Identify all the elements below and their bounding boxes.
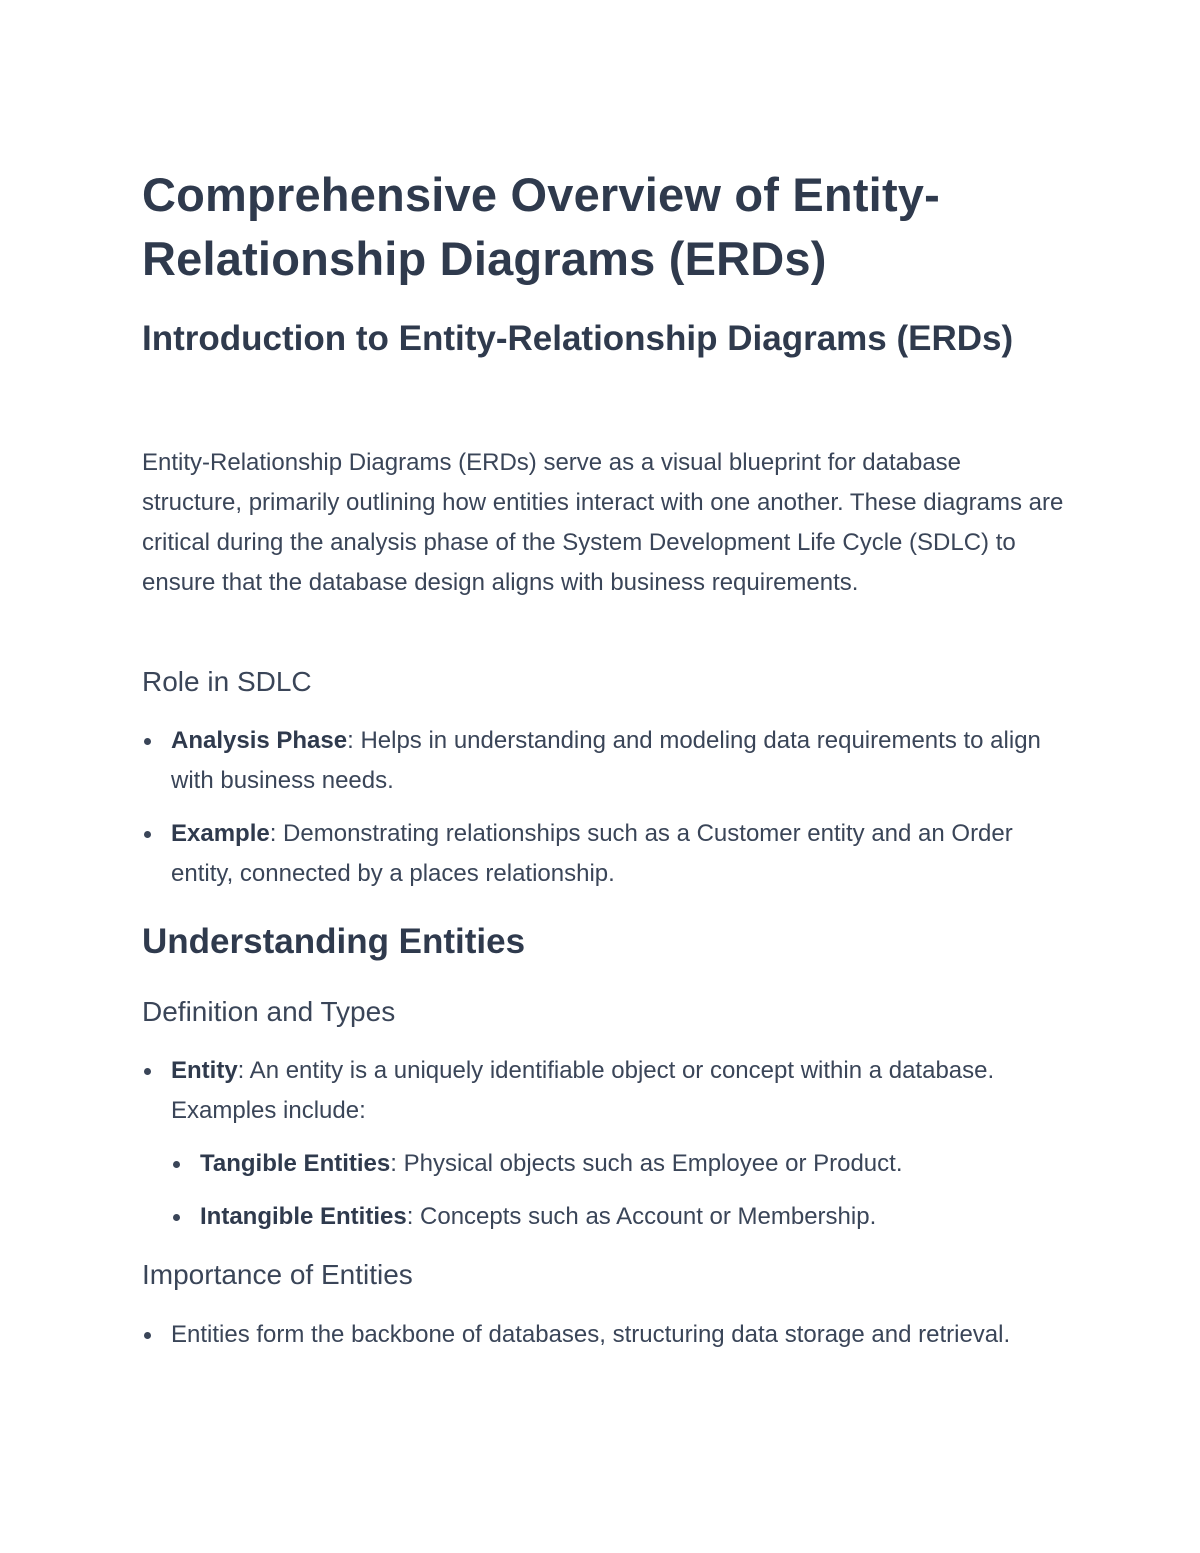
bullet-icon [173,1214,180,1221]
list-item [142,1051,1067,1131]
bullet-icon [144,831,151,838]
definition-types-heading: Definition and Types [142,996,396,1027]
bullet-term: Entity [171,1057,238,1084]
intro-heading: Introduction to Entity-Relationship Diagrams (ERDs) [142,319,1014,358]
bullet-term: Analysis Phase [171,727,348,754]
bullet-text: Entities form the backbone of databases, structuring data storage and retrieval. [171,1321,1011,1348]
bullet-text: : An entity is a uniquely identifiable object or concept within a database. Examples include: [171,1057,995,1124]
importance-list [142,1315,1067,1368]
bullet-icon [144,738,151,745]
list-item [142,814,1067,894]
list-item [142,1197,1067,1237]
intro-paragraph: Entity-Relationship Diagrams (ERDs) serve as a visual blueprint for database structure, primarily outlining how entities interact with one another. These diagrams are critical during the analysis phase of the System Development Life Cycle (SDLC) to ensure that the database design aligns with business requirements. [142,449,1064,596]
role-in-sdlc-heading: Role in SDLC [142,666,312,697]
bullet-term: Example [171,820,270,847]
list-item [142,721,1067,801]
bullet-text: : Helps in understanding and modeling data requirements to align with business needs. [171,727,1041,794]
understanding-entities-heading: Understanding Entities [142,922,526,961]
definition-types-list [142,1051,1067,1250]
bullet-text: : Concepts such as Account or Membership. [406,1203,877,1230]
importance-heading: Importance of Entities [142,1259,413,1290]
bullet-icon [144,1332,151,1339]
bullet-term: Tangible Entities [200,1150,391,1177]
bullet-icon [173,1161,180,1168]
list-item [142,1315,1067,1355]
bullet-text: : Demonstrating relationships such as a Customer entity and an Order entity, connected by a places relationship. [171,820,1013,887]
document-title: Comprehensive Overview of Entity-Relationship Diagrams (ERDs) [142,168,940,285]
bullet-term: Intangible Entities [200,1203,407,1230]
bullet-icon [144,1068,151,1075]
bullet-text: : Physical objects such as Employee or Product. [390,1150,903,1177]
list-item [142,1144,1067,1184]
role-in-sdlc-list [142,721,1067,907]
